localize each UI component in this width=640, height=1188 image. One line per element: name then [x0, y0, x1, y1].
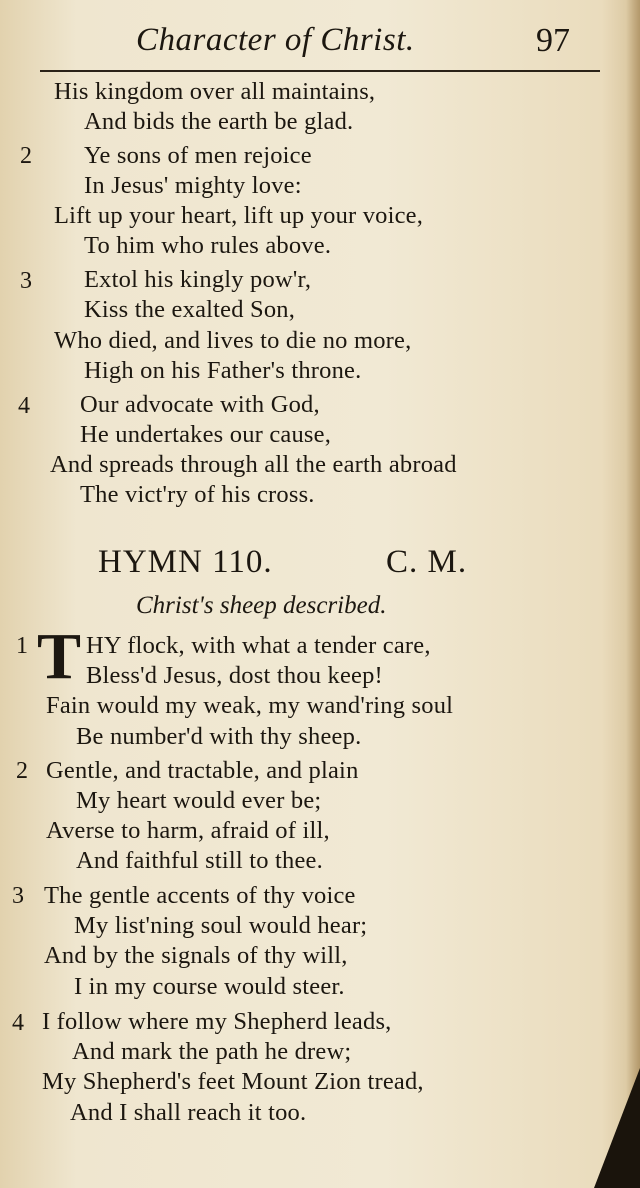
verse-line: My list'ning soul would hear; — [74, 912, 368, 939]
page-number: 97 — [536, 22, 570, 59]
verse-line: Our advocate with God, — [80, 391, 320, 418]
verse-line: Ye sons of men rejoice — [84, 142, 312, 169]
verse-line: And by the signals of thy will, — [44, 942, 348, 969]
stanza-number: 2 — [16, 758, 28, 784]
hymn-title: HYMN 110. — [98, 544, 273, 580]
verse-line: Kiss the exalted Son, — [84, 296, 296, 323]
hymn-subtitle: Christ's sheep described. — [136, 592, 387, 619]
page-edge-shadow — [626, 0, 640, 1188]
stanza-number: 4 — [12, 1010, 24, 1036]
stanza-number: 3 — [12, 883, 24, 909]
verse-line: Who died, and lives to die no more, — [54, 327, 412, 354]
verse-line: HY flock, with what a tender care, — [86, 632, 431, 659]
verse-line: The gentle accents of thy voice — [44, 882, 356, 909]
running-title: Character of Christ. — [136, 22, 415, 58]
verse-line: The vict'ry of his cross. — [80, 481, 315, 508]
verse-line: Extol his kingly pow'r, — [84, 266, 312, 293]
verse-line: And faithful still to thee. — [76, 847, 323, 874]
verse-line: High on his Father's throne. — [84, 357, 362, 384]
verse-line: In Jesus' mighty love: — [84, 172, 302, 199]
verse-line: My heart would ever be; — [76, 787, 322, 814]
verse-line: Bless'd Jesus, dost thou keep! — [86, 662, 383, 689]
verse-line: Be number'd with thy sheep. — [76, 723, 362, 750]
verse-line: His kingdom over all maintains, — [54, 78, 376, 105]
verse-line: To him who rules above. — [84, 232, 332, 259]
stanza-number: 1 — [16, 633, 28, 659]
verse-line: He undertakes our cause, — [80, 421, 332, 448]
verse-line: My Shepherd's feet Mount Zion tread, — [42, 1068, 424, 1095]
verse-line: I in my course would steer. — [74, 973, 345, 1000]
verse-line: Lift up your heart, lift up your voice, — [54, 202, 424, 229]
hymn-meter: C. M. — [386, 544, 468, 580]
verse-line: Fain would my weak, my wand'ring soul — [46, 692, 454, 719]
verse-line: Gentle, and tractable, and plain — [46, 757, 359, 784]
verse-line: And mark the path he drew; — [72, 1038, 352, 1065]
verse-line: And spreads through all the earth abroad — [50, 451, 457, 478]
stanza-number: 3 — [20, 268, 32, 294]
page-header — [40, 22, 600, 72]
verse-line: I follow where my Shepherd leads, — [42, 1008, 392, 1035]
drop-cap: T — [37, 620, 82, 693]
verse-line: And bids the earth be glad. — [84, 108, 354, 135]
verse-line: Averse to harm, afraid of ill, — [46, 817, 330, 844]
stanza-number: 2 — [20, 143, 32, 169]
verse-line: And I shall reach it too. — [70, 1099, 307, 1126]
stanza-number: 4 — [18, 393, 30, 419]
page-corner-shadow — [594, 1068, 640, 1188]
